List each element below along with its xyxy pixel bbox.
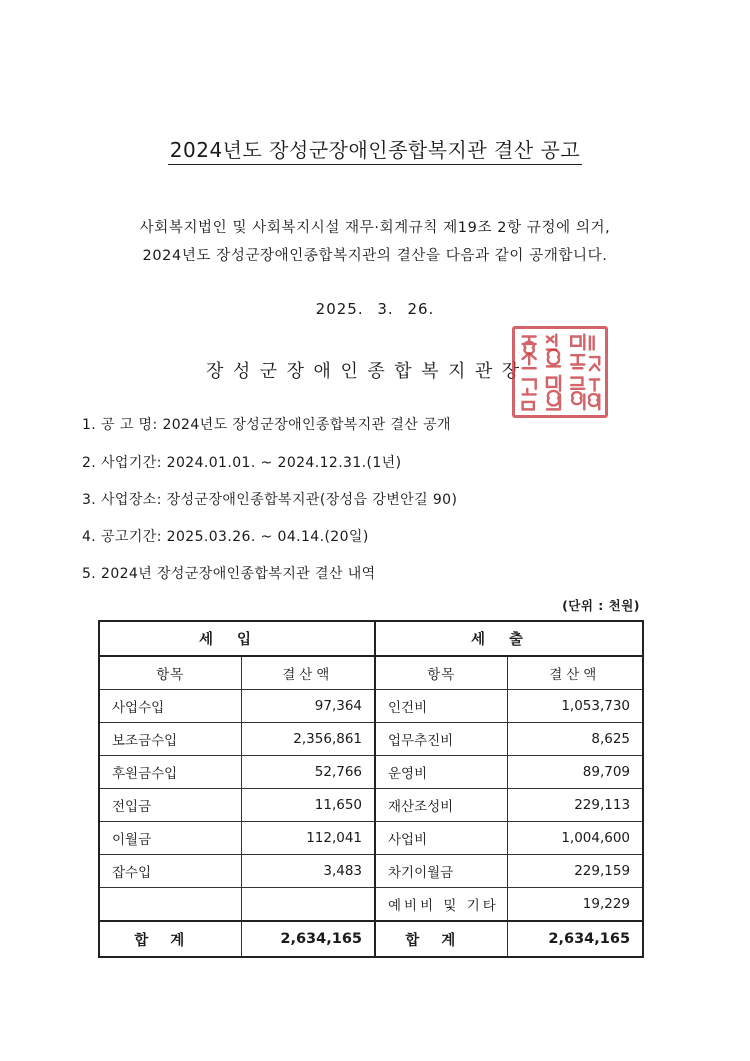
income-label: 이월금 (99, 822, 241, 855)
expense-label: 인건비 (375, 690, 507, 723)
table-row (99, 888, 643, 922)
income-section-header: 세입 (99, 621, 375, 656)
income-label: 사업수입 (99, 690, 241, 723)
income-label: 잡수입 (99, 855, 241, 888)
table-row (99, 789, 643, 822)
expense-label: 업무추진비 (375, 723, 507, 756)
unit-label: (단위 : 천원) (562, 598, 640, 613)
table-row (99, 756, 643, 789)
expense-total-value: 2,634,165 (507, 921, 643, 957)
expense-label: 운영비 (375, 756, 507, 789)
expense-total-label: 합계 (375, 921, 507, 957)
item-business-location: 3. 사업장소: 장성군장애인종합복지관(장성읍 강변안길 90) (82, 492, 458, 508)
expense-label: 차기이월금 (375, 855, 507, 888)
income-value (241, 888, 375, 922)
table-row (99, 822, 643, 855)
organization-name: 장성군장애인종합복지관장 (206, 361, 529, 382)
income-value: 52,766 (241, 756, 375, 789)
announcement-date: 2025. 3. 26. (315, 300, 435, 318)
table-row (99, 855, 643, 888)
income-total-value: 2,634,165 (241, 921, 375, 957)
seal-stamp-icon (515, 329, 605, 415)
table-row (99, 723, 643, 756)
income-label (99, 888, 241, 922)
income-value: 112,041 (241, 822, 375, 855)
settlement-table (98, 620, 644, 958)
expense-value: 89,709 (507, 756, 643, 789)
intro-line-2: 2024년도 장성군장애인종합복지관의 결산을 다음과 같이 공개합니다. (142, 248, 608, 264)
income-value: 97,364 (241, 690, 375, 723)
expense-label: 예비비 및 기타 (375, 888, 507, 922)
table-section-header-row (99, 621, 643, 656)
expense-label: 사업비 (375, 822, 507, 855)
table-row (99, 690, 643, 723)
item-announcement-period: 4. 공고기간: 2025.03.26. ~ 04.14.(20일) (82, 529, 369, 545)
table-column-header-row (99, 656, 643, 690)
expense-value: 1,053,730 (507, 690, 643, 723)
expense-label: 재산조성비 (375, 789, 507, 822)
expense-value: 19,229 (507, 888, 643, 922)
expense-amount-col-header: 결산액 (507, 656, 643, 690)
expense-value: 8,625 (507, 723, 643, 756)
income-label: 보조금수입 (99, 723, 241, 756)
page-title: 2024년도 장성군장애인종합복지관 결산 공고 (0, 134, 750, 163)
table-total-row (99, 921, 643, 957)
income-item-col-header: 항목 (99, 656, 241, 690)
income-value: 3,483 (241, 855, 375, 888)
income-label: 전입금 (99, 789, 241, 822)
expense-value: 229,113 (507, 789, 643, 822)
expense-value: 1,004,600 (507, 822, 643, 855)
income-label: 후원금수입 (99, 756, 241, 789)
item-business-period: 2. 사업기간: 2024.01.01. ~ 2024.12.31.(1년) (82, 455, 402, 471)
official-seal (512, 326, 608, 418)
income-value: 11,650 (241, 789, 375, 822)
expense-item-col-header: 항목 (375, 656, 507, 690)
income-amount-col-header: 결산액 (241, 656, 375, 690)
item-settlement-details: 5. 2024년 장성군장애인종합복지관 결산 내역 (82, 566, 376, 582)
income-total-label: 합계 (99, 921, 241, 957)
intro-line-1: 사회복지법인 및 사회복지시설 재무·회계규칙 제19조 2항 규정에 의거, (139, 220, 611, 236)
item-announcement-name: 1. 공 고 명: 2024년도 장성군장애인종합복지관 결산 공개 (82, 417, 451, 433)
income-value: 2,356,861 (241, 723, 375, 756)
expense-section-header: 세출 (375, 621, 643, 656)
expense-value: 229,159 (507, 855, 643, 888)
